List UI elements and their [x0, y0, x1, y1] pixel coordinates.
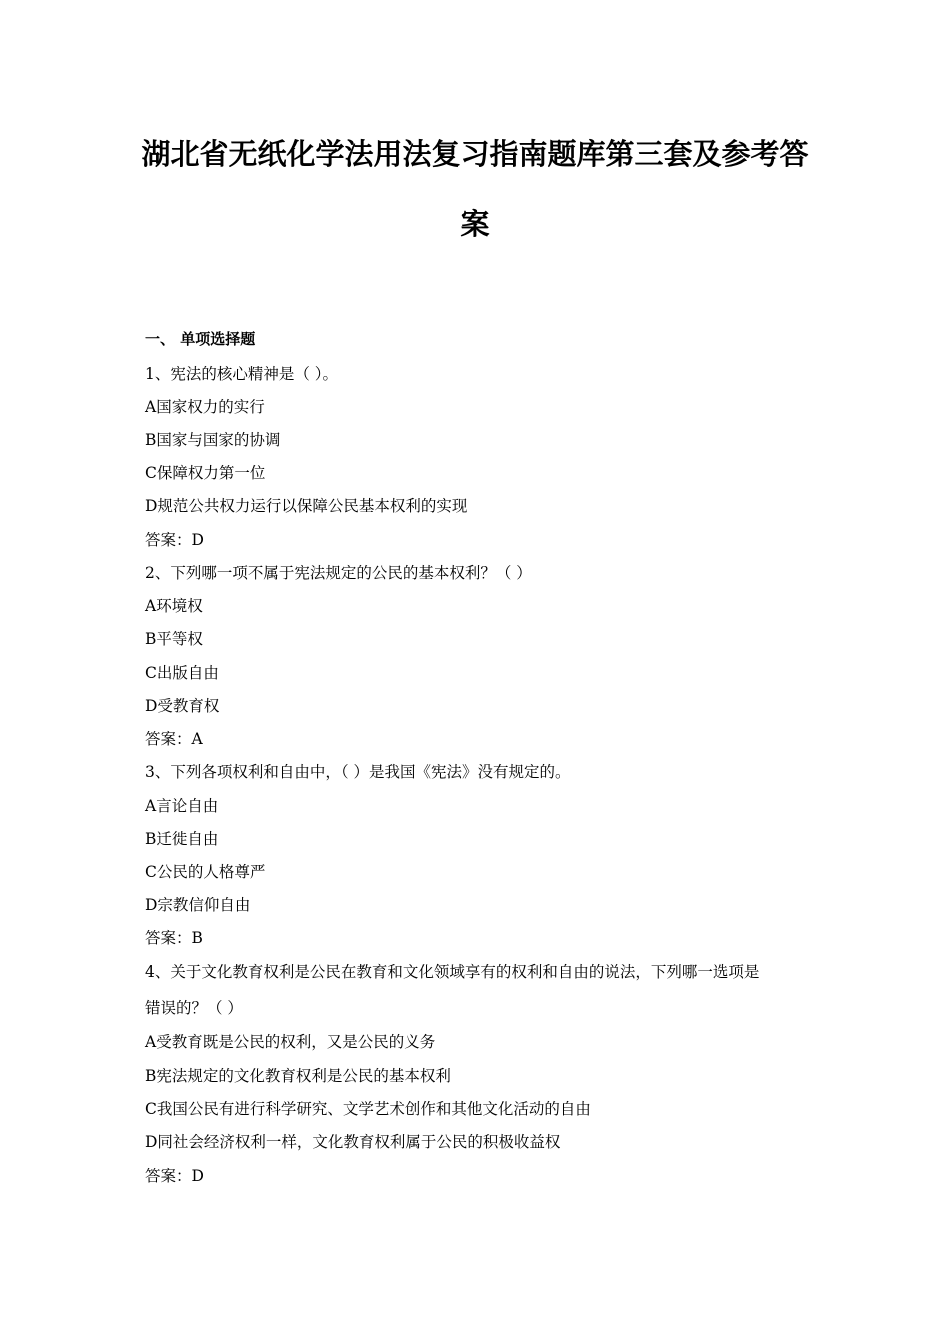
question-2-option-a: A环境权	[145, 597, 203, 615]
question-4-option-d: D同社会经济权利一样，文化教育权利属于公民的积极收益权	[145, 1133, 561, 1151]
question-4-option-c: C我国公民有进行科学研究、文学艺术创作和其他文化活动的自由	[145, 1100, 591, 1118]
question-1-option-d: D规范公共权力运行以保障公民基本权利的实现	[145, 497, 468, 515]
question-3-answer: 答案：B	[145, 929, 203, 947]
question-3-option-c: C公民的人格尊严	[145, 863, 266, 881]
question-4-answer: 答案：D	[145, 1167, 204, 1185]
question-1-option-c: C保障权力第一位	[145, 464, 266, 482]
document-title-line-1: 湖北省无纸化学法用法复习指南题库第三套及参考答	[141, 137, 809, 171]
document-title-line-2: 案	[460, 207, 490, 241]
question-3-option-a: A言论自由	[145, 797, 219, 815]
question-1-option-a: A国家权力的实行	[145, 398, 265, 416]
section-heading: 一、 单项选择题	[145, 330, 256, 348]
question-2-option-b: B平等权	[145, 630, 203, 648]
question-3-option-d: D宗教信仰自由	[145, 896, 251, 914]
question-1-stem: 1、宪法的核心精神是（ ）。	[145, 365, 339, 383]
question-1-option-b: B国家与国家的协调	[145, 431, 281, 449]
question-4-stem: 4、关于文化教育权利是公民在教育和文化领域享有的权利和自由的说法，下列哪一选项是	[145, 963, 760, 981]
question-4-stem-continued: 错误的？（ ）	[145, 999, 243, 1017]
question-2-option-d: D受教育权	[145, 697, 220, 715]
question-3-option-b: B迁徙自由	[145, 830, 219, 848]
question-2-stem: 2、下列哪一项不属于宪法规定的公民的基本权利？（ ）	[145, 564, 532, 582]
question-4-option-a: A受教育既是公民的权利，又是公民的义务	[145, 1033, 436, 1051]
question-2-option-c: C出版自由	[145, 664, 219, 682]
question-4-option-b: B宪法规定的文化教育权利是公民的基本权利	[145, 1067, 451, 1085]
question-2-answer: 答案：A	[145, 730, 203, 748]
question-1-answer: 答案：D	[145, 531, 204, 549]
question-3-stem: 3、下列各项权利和自由中，（ ）是我国《宪法》没有规定的。	[145, 763, 571, 781]
